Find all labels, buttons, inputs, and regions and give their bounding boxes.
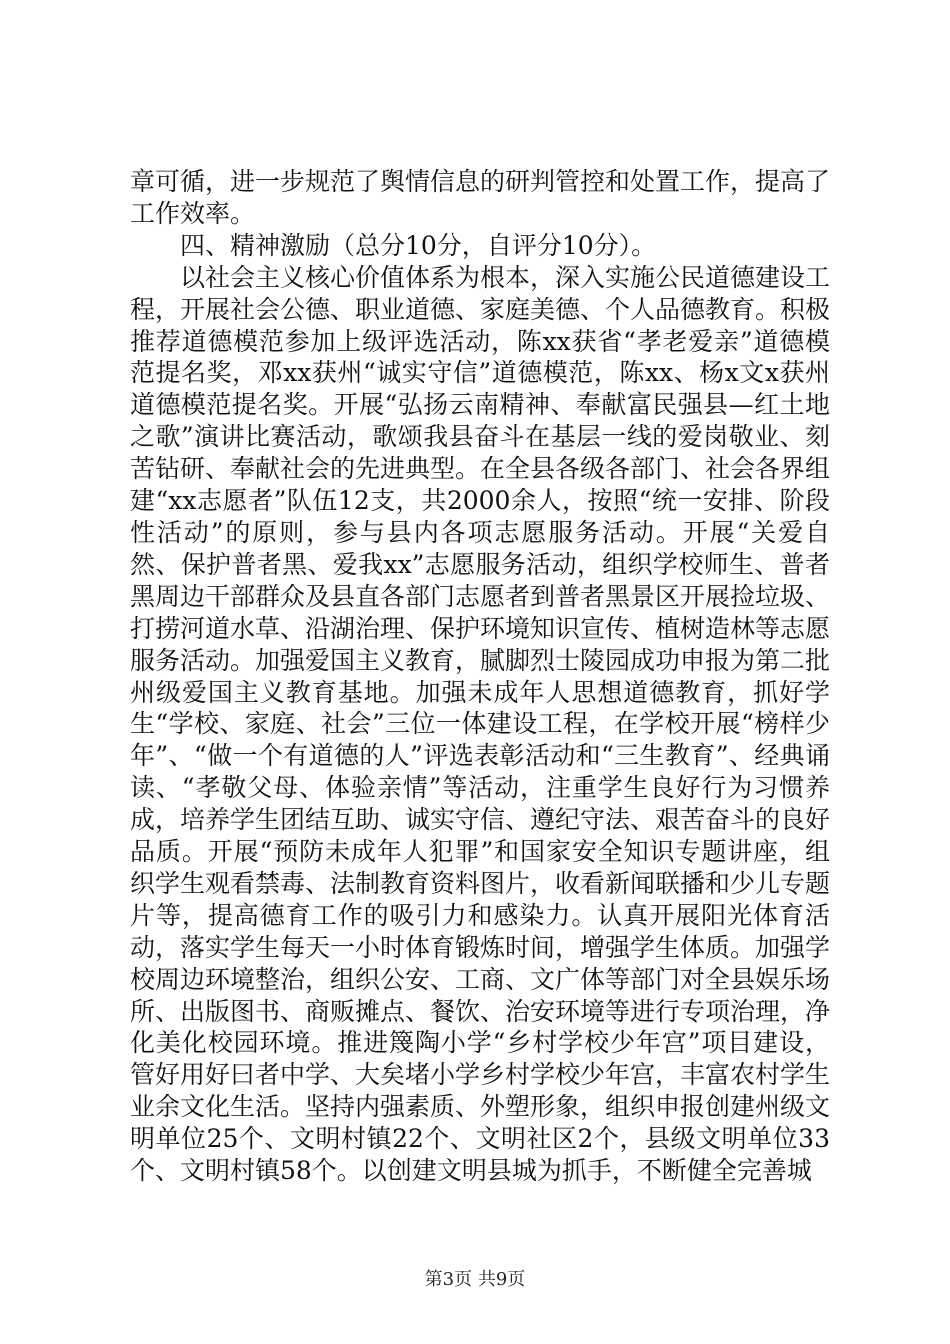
document-body xyxy=(130,166,830,1187)
section-heading: 四、精神激励（总分10分，自评分10分）。 xyxy=(180,230,657,260)
page-footer: 第3页 共9页 xyxy=(424,1269,526,1290)
paragraph-continuation: 章可循，进一步规范了舆情信息的研判管控和处置工作，提高了工作效率。 xyxy=(130,167,831,228)
paragraph-body: 以社会主义核心价值体系为根本，深入实施公民道德建设工程，开展社会公德、职业道德、家庭美德、个人品德教育。积极推荐道德模范参加上级评选活动，陈xx获省“孝老爱亲”道德模范提名奖，邓xx获州“诚实守信”道德模范，陈xx、杨x文x获州道德模范提名奖。开展“弘扬云南精神、奉献富民强县—红土地之歌”演讲比赛活动，歌颂我县奋斗在基层一线的爱岗敬业、刻苦钻研、奉献社会的先进典型。在全县各级各部门、社会各界组建“xx志愿者”队伍12支，共2000余人，按照“统一安排、阶段性活动”的原则，参与县内各项志愿服务活动。开展“关爱自然、保护普者黑、爱我xx”志愿服务活动，组织学校师生、普者黑周边干部群众及县直各部门志愿者到普者黑景区开展捡垃圾、打捞河道水草、沿湖治理、保护环境知识宣传、植树造林等志愿服务活动。加强爱国主义教育，腻脚烈士陵园成功申报为第二批州级爱国主义教育基地。加强未成年人思想道德教育，抓好学生“学校、家庭、社会”三位一体建设工程，在学校开展“榜样少年”、“做一个有道德的人”评选表彰活动和“三生教育”、经典诵读、“孝敬父母、体验亲情”等活动，注重学生良好行为习惯养成，培养学生团结互助、诚实守信、遵纪守法、艰苦奋斗的良好品质。开展“预防未成年人犯罪”和国家安全知识专题讲座，组织学生观看禁毒、法制教育资料图片，收看新闻联播和少儿专题片等，提高德育工作的吸引力和感染力。认真开展阳光体育活动，落实学生每天一小时体育锻炼时间，增强学生体质。加强学校周边环境整治，组织公安、工商、文广体等部门对全县娱乐场所、出版图书、商贩摊点、餐饮、治安环境等进行专项治理，净化美化校园环境。推进篾陶小学“乡村学校少年宫”项目建设，管好用好曰者中学、大矣堵小学乡村学校少年宫，丰富农村学生业余文化生活。坚持内强素质、外塑形象，组织申报创建州级文明单位25个、文明村镇22个、文明社区2个，县级文明单位33个、文明村镇58个。以创建文明县城为抓手，不断健全完善城 xyxy=(130,262,831,1186)
